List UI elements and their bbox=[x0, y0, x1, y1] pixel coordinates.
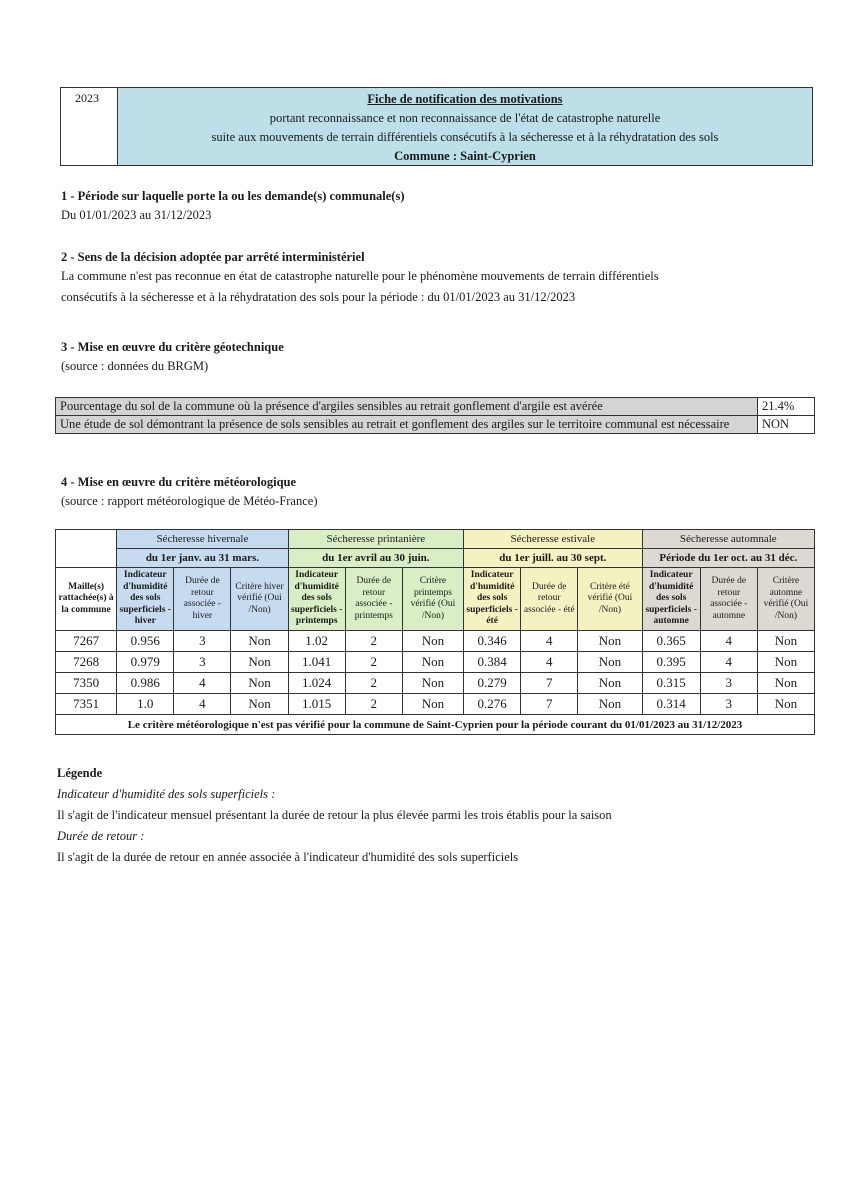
table-cell: Non bbox=[757, 652, 814, 673]
section-2-title: 2 - Sens de la décision adoptée par arrêté interministériel bbox=[61, 250, 365, 264]
table-cell: 0.384 bbox=[464, 652, 521, 673]
table-cell: 3 bbox=[174, 652, 231, 673]
column-header: Indicateur d'humidité des sols superficiels - hiver bbox=[117, 568, 174, 631]
table-cell: 0.986 bbox=[117, 673, 174, 694]
table-cell: 4 bbox=[174, 673, 231, 694]
table-cell: Non bbox=[402, 652, 463, 673]
season-period-summer: du 1er juill. au 30 sept. bbox=[464, 549, 643, 568]
year-label: 2023 bbox=[61, 88, 118, 165]
table-cell: Non bbox=[578, 631, 642, 652]
table-cell: Non bbox=[578, 673, 642, 694]
table-cell: 2 bbox=[345, 652, 402, 673]
season-period-winter: du 1er janv. au 31 mars. bbox=[117, 549, 288, 568]
table-row bbox=[56, 694, 815, 715]
column-header: Durée de retour associée - hiver bbox=[174, 568, 231, 631]
table-cell: 3 bbox=[174, 631, 231, 652]
table-cell: 7 bbox=[521, 694, 578, 715]
table-cell: Non bbox=[578, 652, 642, 673]
table-cell: 2 bbox=[345, 673, 402, 694]
blank-header-cell bbox=[56, 530, 117, 568]
table-cell: 1.024 bbox=[288, 673, 345, 694]
table-cell: Non bbox=[231, 673, 288, 694]
table-cell: 0.315 bbox=[642, 673, 700, 694]
table-cell: Non bbox=[757, 694, 814, 715]
header-subtitle-1: portant reconnaissance et non reconnaissance de l'état de catastrophe naturelle bbox=[269, 111, 661, 125]
legend bbox=[57, 763, 612, 868]
column-header: Critère été vérifié (Oui /Non) bbox=[578, 568, 642, 631]
document-title: Fiche de notification des motivations bbox=[367, 92, 563, 106]
table-cell: 1.0 bbox=[117, 694, 174, 715]
table-cell: 3 bbox=[700, 673, 757, 694]
table-cell: 0.395 bbox=[642, 652, 700, 673]
section-4-title: 4 - Mise en œuvre du critère météorologique bbox=[61, 475, 297, 489]
header-subtitle-2: suite aux mouvements de terrain différentiels consécutifs à la sécheresse et à la réhydratation des sols bbox=[211, 130, 719, 144]
table-cell: 2 bbox=[345, 631, 402, 652]
legend-term-return-period: Durée de retour : bbox=[57, 829, 145, 843]
section-3-title: 3 - Mise en œuvre du critère géotechnique bbox=[61, 340, 284, 354]
season-header-autumn: Sécheresse automnale bbox=[642, 530, 814, 549]
geotechnical-value: 21.4% bbox=[758, 398, 815, 416]
table-cell: 0.279 bbox=[464, 673, 521, 694]
table-cell: 7 bbox=[521, 673, 578, 694]
table-cell: 4 bbox=[521, 631, 578, 652]
table-cell: Non bbox=[402, 631, 463, 652]
geotechnical-row bbox=[56, 416, 815, 434]
table-cell: 1.02 bbox=[288, 631, 345, 652]
season-period-spring: du 1er avril au 30 juin. bbox=[288, 549, 463, 568]
column-header: Maille(s) rattachée(s) à la commune bbox=[56, 568, 117, 631]
section-1-title: 1 - Période sur laquelle porte la ou les demande(s) communale(s) bbox=[61, 189, 405, 203]
section-2-line-1: La commune n'est pas reconnue en état de catastrophe naturelle pour le phénomène mouvements de terrain différentiels bbox=[61, 269, 659, 283]
table-cell: 0.276 bbox=[464, 694, 521, 715]
legend-title: Légende bbox=[57, 766, 103, 780]
table-cell: Non bbox=[231, 631, 288, 652]
legend-definition-return-period: Il s'agit de la durée de retour en année associée à l'indicateur d'humidité des sols superficiels bbox=[57, 850, 519, 864]
geotechnical-table bbox=[55, 397, 815, 434]
column-header: Indicateur d'humidité des sols superficiels - printemps bbox=[288, 568, 345, 631]
table-cell: 4 bbox=[700, 652, 757, 673]
header-title-block bbox=[118, 88, 812, 165]
section-2-line-2: consécutifs à la sécheresse et à la réhydratation des sols pour la période : du 01/01/2023 au 31/12/2023 bbox=[61, 290, 576, 304]
meteorological-table-body bbox=[56, 631, 815, 715]
section-4-source: (source : rapport météorologique de Météo-France) bbox=[61, 494, 318, 508]
table-cell: 1.015 bbox=[288, 694, 345, 715]
table-cell: 7267 bbox=[56, 631, 117, 652]
column-header: Durée de retour associée - été bbox=[521, 568, 578, 631]
commune-name: Commune : Saint-Cyprien bbox=[394, 149, 536, 163]
season-header-winter: Sécheresse hivernale bbox=[117, 530, 288, 549]
geotechnical-value: NON bbox=[758, 416, 815, 434]
table-cell: Non bbox=[402, 673, 463, 694]
table-cell: 4 bbox=[174, 694, 231, 715]
table-cell: 7350 bbox=[56, 673, 117, 694]
table-cell: 0.346 bbox=[464, 631, 521, 652]
column-header: Critère printemps vérifié (Oui /Non) bbox=[402, 568, 463, 631]
season-header-summer: Sécheresse estivale bbox=[464, 530, 643, 549]
table-cell: Non bbox=[231, 652, 288, 673]
table-cell: Non bbox=[231, 694, 288, 715]
table-row bbox=[56, 673, 815, 694]
column-header: Critère hiver vérifié (Oui /Non) bbox=[231, 568, 288, 631]
column-header: Durée de retour associée - printemps bbox=[345, 568, 402, 631]
meteorological-conclusion: Le critère météorologique n'est pas vérifié pour la commune de Saint-Cyprien pour la période courant du 01/01/2023 au 31/12/2023 bbox=[56, 715, 815, 735]
geotechnical-label: Pourcentage du sol de la commune où la présence d'argiles sensibles au retrait gonflement d'argile est avérée bbox=[56, 398, 758, 416]
table-cell: Non bbox=[402, 694, 463, 715]
column-header: Critère automne vérifié (Oui /Non) bbox=[757, 568, 814, 631]
table-cell: 0.979 bbox=[117, 652, 174, 673]
table-cell: 0.365 bbox=[642, 631, 700, 652]
table-cell: 3 bbox=[700, 694, 757, 715]
table-cell: Non bbox=[757, 673, 814, 694]
legend-definition-humidity: Il s'agit de l'indicateur mensuel présentant la durée de retour la plus élevée parmi les trois établis pour la saison bbox=[57, 808, 612, 822]
table-cell: 0.314 bbox=[642, 694, 700, 715]
table-cell: 4 bbox=[521, 652, 578, 673]
header-box bbox=[60, 87, 813, 166]
table-cell: 7268 bbox=[56, 652, 117, 673]
meteorological-table bbox=[55, 529, 815, 735]
season-header-spring: Sécheresse printanière bbox=[288, 530, 463, 549]
table-cell: 0.956 bbox=[117, 631, 174, 652]
table-row bbox=[56, 631, 815, 652]
geotechnical-row bbox=[56, 398, 815, 416]
table-cell: 2 bbox=[345, 694, 402, 715]
table-cell: 4 bbox=[700, 631, 757, 652]
table-cell: 1.041 bbox=[288, 652, 345, 673]
legend-term-humidity: Indicateur d'humidité des sols superficiels : bbox=[57, 787, 276, 801]
table-row bbox=[56, 652, 815, 673]
table-cell: Non bbox=[757, 631, 814, 652]
section-1-text: Du 01/01/2023 au 31/12/2023 bbox=[61, 208, 212, 222]
column-header: Indicateur d'humidité des sols superficiels - été bbox=[464, 568, 521, 631]
column-header: Durée de retour associée - automne bbox=[700, 568, 757, 631]
table-cell: Non bbox=[578, 694, 642, 715]
table-cell: 7351 bbox=[56, 694, 117, 715]
column-header: Indicateur d'humidité des sols superficiels - automne bbox=[642, 568, 700, 631]
season-period-autumn: Période du 1er oct. au 31 déc. bbox=[642, 549, 814, 568]
geotechnical-label: Une étude de sol démontrant la présence de sols sensibles au retrait et gonflement des argiles sur le territoire communal est nécessaire bbox=[56, 416, 758, 434]
section-3-source: (source : données du BRGM) bbox=[61, 359, 209, 373]
